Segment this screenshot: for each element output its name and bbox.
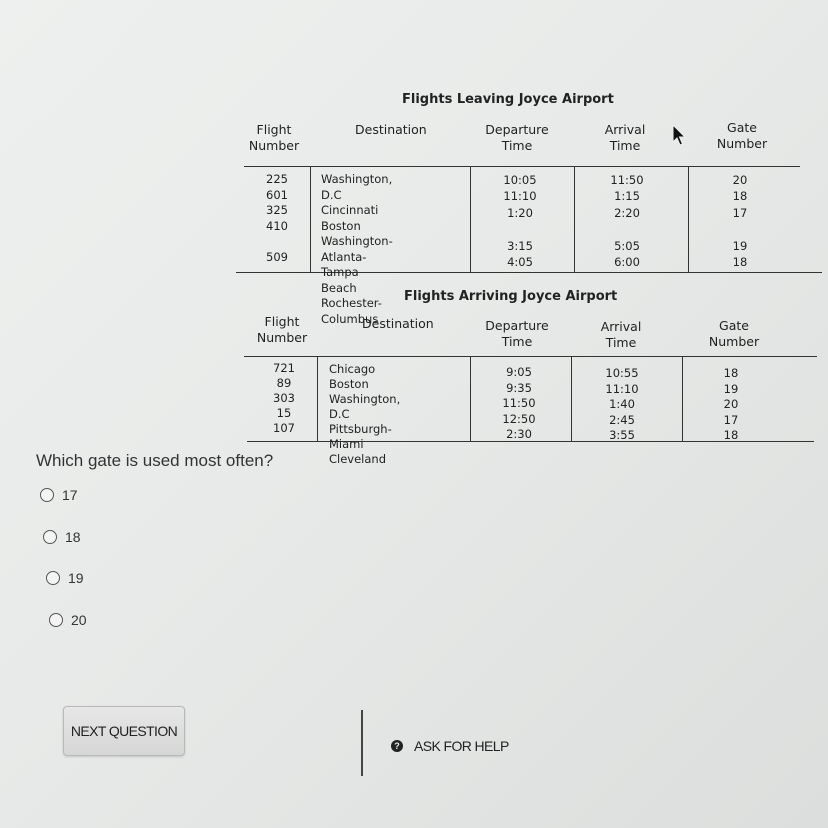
question-mark-icon: ? bbox=[391, 740, 403, 752]
column-divider bbox=[470, 167, 471, 272]
option-18[interactable] bbox=[43, 529, 81, 545]
footer-divider bbox=[361, 710, 363, 776]
radio-button-icon[interactable] bbox=[46, 571, 60, 585]
option-label: 17 bbox=[62, 487, 78, 503]
next-question-button[interactable]: NEXT QUESTION bbox=[63, 706, 185, 756]
header-flight-number: Flight Number bbox=[248, 122, 300, 153]
option-20[interactable] bbox=[49, 612, 87, 628]
column-divider bbox=[571, 357, 572, 441]
ask-for-help-button[interactable] bbox=[391, 738, 509, 754]
destinations: Washington, D.C Cincinnati Boston Washington-Atlanta- Tampa Beach Rochester-Columbus bbox=[321, 172, 393, 326]
mouse-cursor-icon bbox=[672, 124, 686, 146]
option-label: 18 bbox=[65, 529, 81, 545]
column-divider bbox=[574, 167, 575, 272]
column-divider bbox=[682, 357, 683, 441]
header-rule bbox=[244, 356, 817, 357]
radio-button-icon[interactable] bbox=[49, 613, 63, 627]
destinations: Chicago Boston Washington, D.C Pittsburgh-Miami Cleveland bbox=[329, 362, 401, 466]
header-arrival-time: Arrival Time bbox=[600, 319, 642, 350]
header-arrival-time: Arrival Time bbox=[604, 122, 646, 153]
column-divider bbox=[310, 167, 311, 272]
ask-for-help-label: ASK FOR HELP bbox=[414, 738, 509, 754]
option-19[interactable] bbox=[46, 570, 84, 586]
header-flight-number: Flight Number bbox=[256, 314, 308, 345]
gate-numbers: 18 19 20 17 18 bbox=[723, 366, 739, 442]
header-gate-number: Gate Number bbox=[716, 120, 768, 151]
arrival-times: 10:55 11:10 1:40 2:45 3:55 bbox=[605, 366, 639, 442]
column-divider bbox=[317, 357, 318, 441]
radio-button-icon[interactable] bbox=[40, 488, 54, 502]
column-divider bbox=[470, 357, 471, 441]
flight-numbers: 721 89 303 15 107 bbox=[273, 361, 295, 435]
gate-numbers: 20 18 17 19 18 bbox=[732, 173, 748, 270]
table-title: Flights Arriving Joyce Airport bbox=[404, 289, 618, 304]
option-label: 20 bbox=[71, 612, 87, 628]
question-text: Which gate is used most often? bbox=[36, 451, 274, 470]
header-destination: Destination bbox=[355, 122, 427, 137]
header-destination: Destination bbox=[362, 316, 434, 331]
header-rule bbox=[244, 166, 800, 167]
option-label: 19 bbox=[68, 570, 84, 586]
header-departure-time: Departure Time bbox=[485, 318, 549, 349]
departure-times: 10:05 11:10 1:20 3:15 4:05 bbox=[503, 173, 537, 270]
radio-button-icon[interactable] bbox=[43, 530, 57, 544]
flight-numbers: 225 601 325 410 509 bbox=[266, 172, 288, 264]
option-17[interactable] bbox=[40, 487, 78, 503]
arrival-times: 11:50 1:15 2:20 5:05 6:00 bbox=[610, 173, 644, 270]
table-title: Flights Leaving Joyce Airport bbox=[402, 92, 614, 107]
column-divider bbox=[688, 167, 689, 272]
header-gate-number: Gate Number bbox=[708, 318, 760, 349]
departure-times: 9:05 9:35 11:50 12:50 2:30 bbox=[502, 365, 536, 441]
header-departure-time: Departure Time bbox=[485, 122, 549, 153]
